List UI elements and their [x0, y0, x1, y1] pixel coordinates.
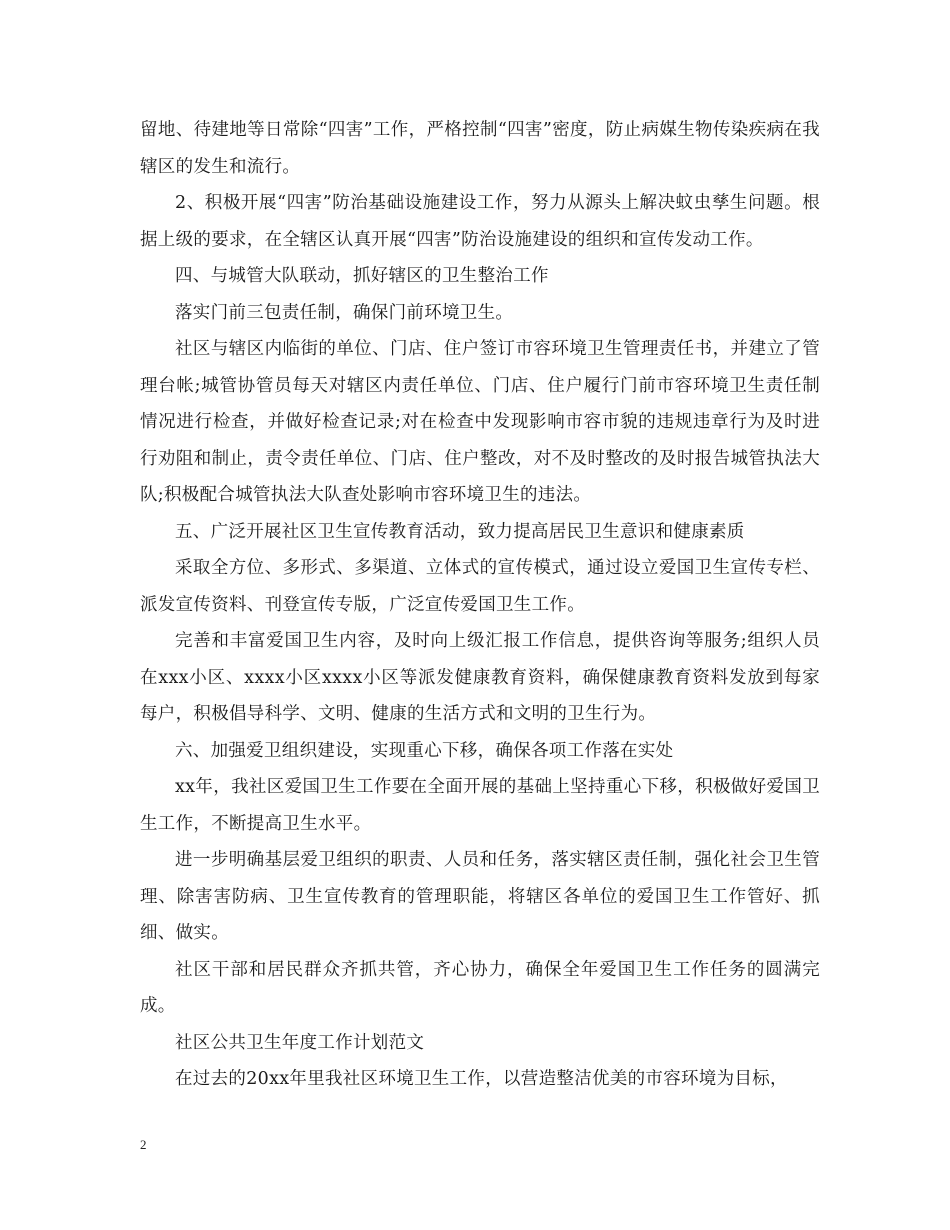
paragraph: 四、与城管大队联动，抓好辖区的卫生整治工作 [175, 266, 549, 286]
paragraph: 完善和丰富爱国卫生内容，及时向上级汇报工作信息，提供咨询等服务;组织人员在xxx小区、xxxx小区xxxx小区等派发健康教育资料，确保健康教育资料发放到每家每户，积极倡导科学、文明、健康的生活方式和文明的卫生行为。 [140, 631, 820, 724]
paragraph: 五、广泛开展社区卫生宣传教育活动，致力提高居民卫生意识和健康素质 [175, 521, 745, 542]
paragraph: 采取全方位、多形式、多渠道、立体式的宣传模式，通过设立爱国卫生宣传专栏、派发宣传资料、刊登宣传专版，广泛宣传爱国卫生工作。 [140, 558, 820, 615]
paragraph: 社区与辖区内临街的单位、门店、住户签订市容环境卫生管理责任书，并建立了管理台帐;城管协管员每天对辖区内责任单位、门店、住户履行门前市容环境卫生责任制情况进行检查，并做好检查记录;对在检查中发现影响市容市貌的违规违章行为及时进行劝阻和制止，责令责任单位、门店、住户整改，对不及时整改的及时报告城管执法大队;积极配合城管执法大队查处影响市容环境卫生的违法。 [140, 339, 820, 505]
paragraph: 落实门前三包责任制，确保门前环境卫生。 [175, 302, 514, 323]
paragraph: 社区干部和居民群众齐抓共管，齐心协力，确保全年爱国卫生工作任务的圆满完成。 [140, 959, 820, 1016]
document-body [140, 112, 820, 1098]
paragraph: xx年，我社区爱国卫生工作要在全面开展的基础上坚持重心下移，积极做好爱国卫生工作，不断提高卫生水平。 [140, 777, 820, 834]
paragraph: 留地、待建地等日常除“四害”工作，严格控制“四害”密度，防止病媒生物传染疾病在我辖区的发生和流行。 [140, 120, 820, 177]
page-number: 2 [140, 1137, 147, 1152]
paragraph: 六、加强爱卫组织建设，实现重心下移，确保各项工作落在实处 [175, 740, 674, 761]
paragraph: 2、积极开展“四害”防治基础设施建设工作，努力从源头上解决蚊虫孳生问题。根据上级的要求，在全辖区认真开展“四害”防治设施建设的组织和宣传发动工作。 [140, 193, 820, 250]
paragraph: 进一步明确基层爱卫组织的职责、人员和任务，落实辖区责任制，强化社会卫生管理、除害害防病、卫生宣传教育的管理职能，将辖区各单位的爱国卫生工作管好、抓细、做实。 [140, 850, 820, 943]
paragraph: 社区公共卫生年度工作计划范文 [175, 1032, 425, 1053]
paragraph: 在过去的20xx年里我社区环境卫生工作，以营造整洁优美的市容环境为目标， [175, 1069, 788, 1089]
